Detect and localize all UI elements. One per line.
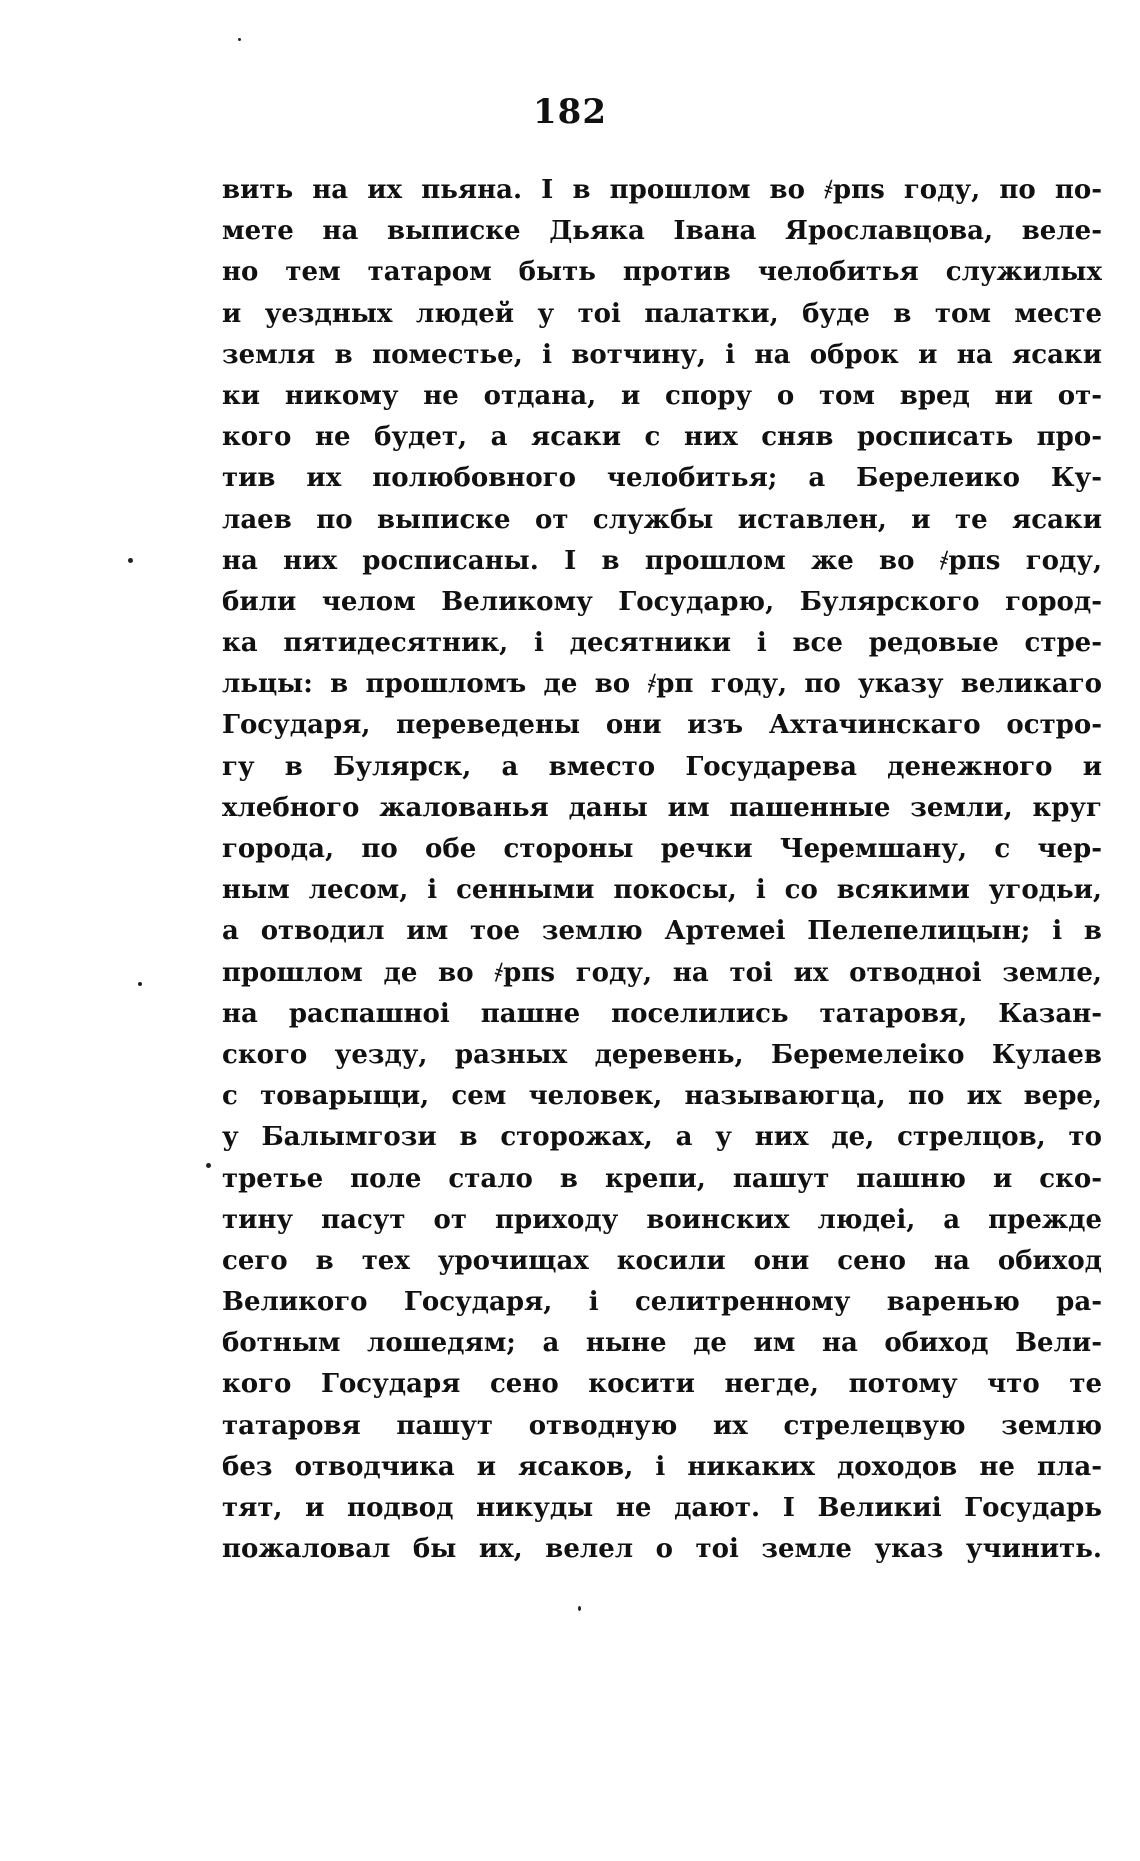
text-line: Великого Государя, і селитренному варенью ра-: [222, 1287, 1102, 1318]
text-line: кого не будет, а ясаки с них сняв росписать про-: [222, 422, 1102, 453]
text-line: на распашноі пашне поселились татаровя, Казан-: [222, 998, 1102, 1029]
text-line: города, по обе стороны речки Черемшану, с чер-: [222, 834, 1102, 864]
text-line: били челом Великому Государю, Булярского город-: [222, 586, 1102, 617]
text-line: без отводчика и ясаков, і никаких доходов не пла-: [222, 1451, 1102, 1482]
text-line: кого Государя сено косити негде, потому что те: [222, 1369, 1102, 1400]
text-line: прошлом де во ҂рпѕ году, на тоі их отводноі земле,: [222, 957, 1102, 988]
text-line: сего в тех урочищах косили они сено на обиход: [222, 1245, 1102, 1276]
text-line: а отводил им тое землю Артемеі Пелепелицын; і в: [222, 916, 1102, 947]
text-line: мете на выписке Дьяка Івана Ярославцова, веле-: [222, 216, 1102, 247]
text-line: хлебного жалованья даны им пашенные земли, круг: [222, 792, 1102, 823]
body-text: [222, 170, 1102, 1570]
text-line: с товарыщи, сем человек, называюгца, по их вере,: [222, 1081, 1102, 1112]
text-line: татаровя пашут отводную их стрелецвую землю: [222, 1410, 1102, 1441]
text-line: тину пасут от приходу воинских людеі, а прежде: [222, 1204, 1102, 1235]
text-line: ки никому не отдана, и спору о том вред ни от-: [222, 380, 1102, 411]
scan-speck: [238, 38, 241, 41]
text-line: лаев по выписке от службы иставлен, и те ясаки: [222, 504, 1102, 535]
text-line: тив их полюбовного челобитья; а Берелеико Ку-: [222, 463, 1102, 494]
text-line: пожаловал бы их, велел о тоі земле указ учинить.: [222, 1534, 1102, 1565]
scan-speck: [128, 558, 133, 563]
text-line: тят, и подвод никуды не дают. І Великиі Государь: [222, 1493, 1102, 1523]
text-line: льцы: в прошломъ де во ҂рп году, по указу великаго: [222, 669, 1102, 700]
text-line: и уездных людей у тоі палатки, буде в том месте: [222, 298, 1102, 329]
text-line: третье поле стало в крепи, пашут пашню и ско-: [222, 1163, 1102, 1194]
text-line: гу в Булярск, а вместо Государева денежного и: [222, 751, 1102, 782]
text-line: ского уезду, разных деревень, Беремелеіко Кулаев: [222, 1039, 1102, 1070]
page-number: 182: [533, 92, 607, 132]
text-line: ка пятидесятник, і десятники і все редовые стре-: [222, 628, 1102, 659]
text-line: Государя, переведены они изъ Ахтачинскаго остро-: [222, 710, 1102, 741]
scan-speck: [206, 1163, 211, 1168]
text-line: ным лесом, і сенными покосы, і со всякими угодьи,: [222, 875, 1102, 906]
scan-speck: [138, 982, 142, 986]
text-line: на них росписаны. І в прошлом же во ҂рпѕ году,: [222, 545, 1102, 576]
scan-speck: [578, 1606, 581, 1611]
text-line: ботным лошедям; а ныне де им на обиход Вели-: [222, 1328, 1102, 1359]
text-line: земля в поместье, і вотчину, і на оброк и на ясаки: [222, 339, 1102, 370]
text-line: у Балымгози в сторожах, а у них де, стрелцов, то: [222, 1122, 1102, 1153]
text-line: но тем татаром быть против челобитья служилых: [222, 257, 1102, 288]
text-line: вить на их пьяна. І в прошлом во ҂рпѕ году, по по-: [222, 175, 1102, 205]
